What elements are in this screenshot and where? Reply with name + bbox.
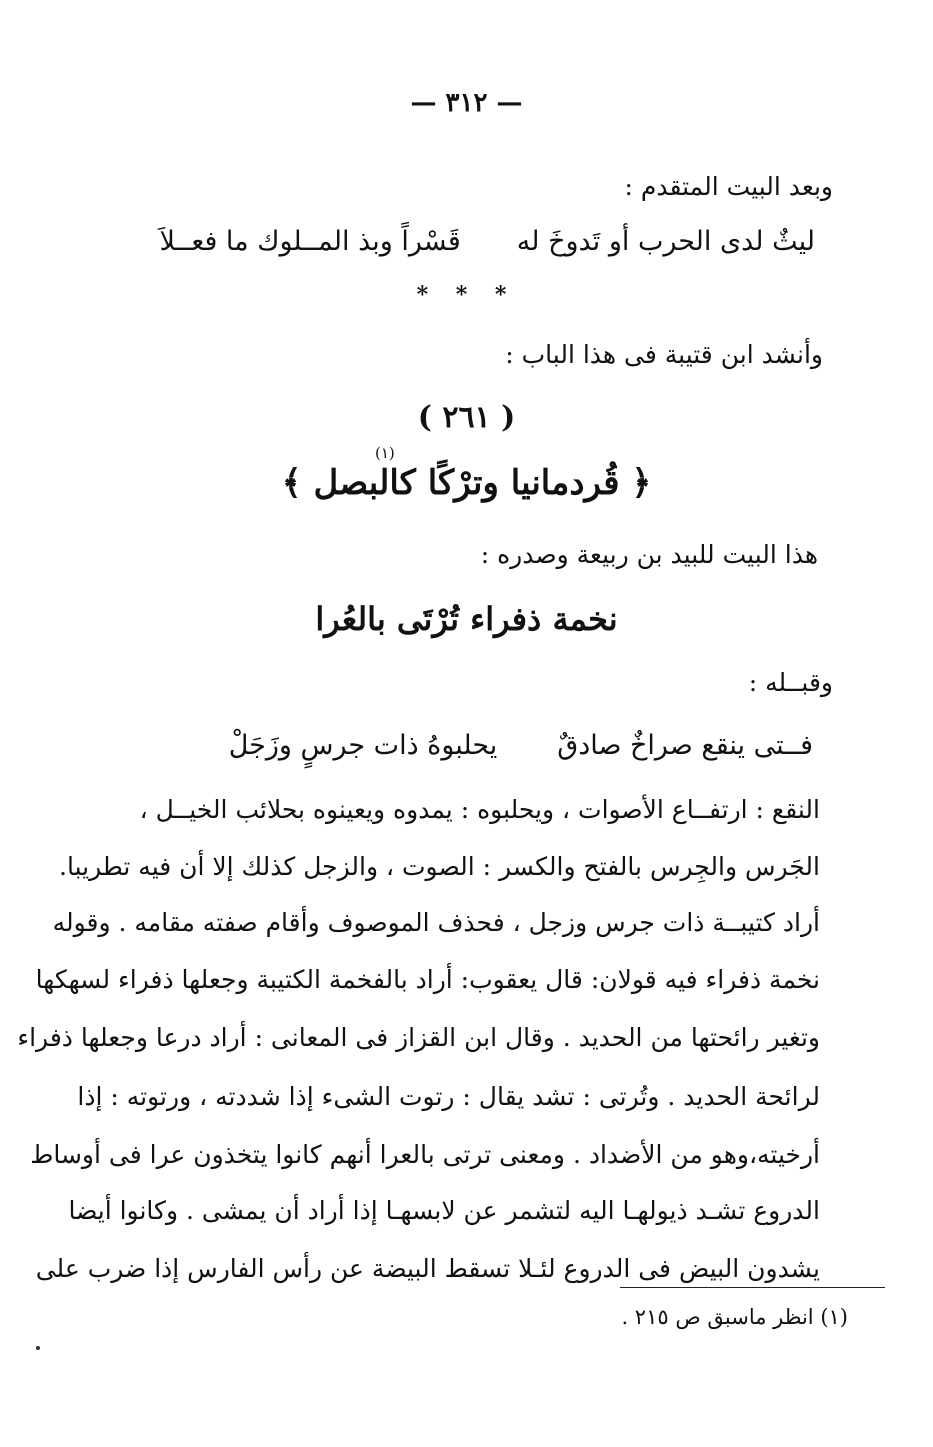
before-label: وقبــله : [748, 668, 833, 697]
footnote-divider [620, 1287, 885, 1288]
verse-1-right-hemistich: ليثٌ لدى الحرب أو تَدوخَ له [516, 226, 815, 257]
footnote-reference: (١) [375, 444, 395, 462]
commentary-line: الدروع تشـد ذيولهـا اليه لتشمر عن لابسهـا إذا أراد أن يمشى . وكانوا أيضا [68, 1196, 820, 1225]
footnote-text: (١) انظر ماسبق ص ٢١٥ . [621, 1305, 848, 1329]
commentary-line: وتغير رائحتها من الحديد . وقال ابن القزاز فى المعانى : أراد درعا وجعلها ذفراء [17, 1023, 820, 1052]
stray-ink-mark [36, 1346, 40, 1350]
page-number: — ٣١٢ — [410, 88, 523, 118]
quoted-hemistich: نخمة ذفراء تُرْتَى بالعُرا [315, 600, 618, 638]
verse-line-1 [159, 226, 815, 257]
commentary-line: الجَرس والجِرس بالفتح والكسر : الصوت ، والزجل كذلك إلا أن فيه تطريبا. [59, 852, 820, 881]
verse-2-right-hemistich: فــتى ينقع صراخٌ صادقٌ [557, 730, 813, 761]
intro-line-preceding-verse: وبعد البيت المتقدم : [624, 172, 833, 201]
ibn-qutayba-intro: وأنشد ابن قتيبة فى هذا الباب : [505, 340, 823, 369]
entry-number: ( ٢٦١ ) [417, 400, 516, 435]
commentary-line: النقع : ارتفــاع الأصوات ، ويحلبوه : يمدوه ويعينوه بحلائب الخيــل ، [139, 795, 820, 824]
commentary-line: نخمة ذفراء فيه قولان: قال يعقوب: أراد بالفخمة الكتيبة وجعلها ذفراء لسهكها [35, 965, 820, 994]
commentary-line: لرائحة الحديد . وتُرتى : تشد يقال : رتوت الشىء إذا شددته ، ورتوته : إذا [77, 1082, 820, 1111]
verse-2-left-hemistich: يحلبوهُ ذات جرسٍ وزَجَلْ [228, 730, 498, 761]
commentary-line: أرخيته،وهو من الأضداد . ومعنى ترتى بالعرا أنهم كانوا يتخذون عرا فى أوساط [30, 1140, 820, 1169]
commentary-line: يشدون البيض فى الدروع لئـلا تسقط البيضة عن رأس الفارس إذا ضرب على [35, 1254, 820, 1283]
verse-line-2 [229, 730, 813, 761]
proverb-heading: ﴿ قُردمانيا وترْكًا كالبصل ﴾ [281, 463, 652, 503]
section-separator: * * * [416, 282, 517, 308]
commentary-line: أراد كتيبــة ذات جرس وزجل ، فحذف الموصوف وأقام صفته مقامه . وقوله [52, 908, 820, 937]
attribution-line: هذا البيت للبيد بن ربيعة وصدره : [480, 540, 818, 569]
verse-1-left-hemistich: قَسْراً وبذ المــلوك ما فعــلاَ [159, 226, 461, 257]
